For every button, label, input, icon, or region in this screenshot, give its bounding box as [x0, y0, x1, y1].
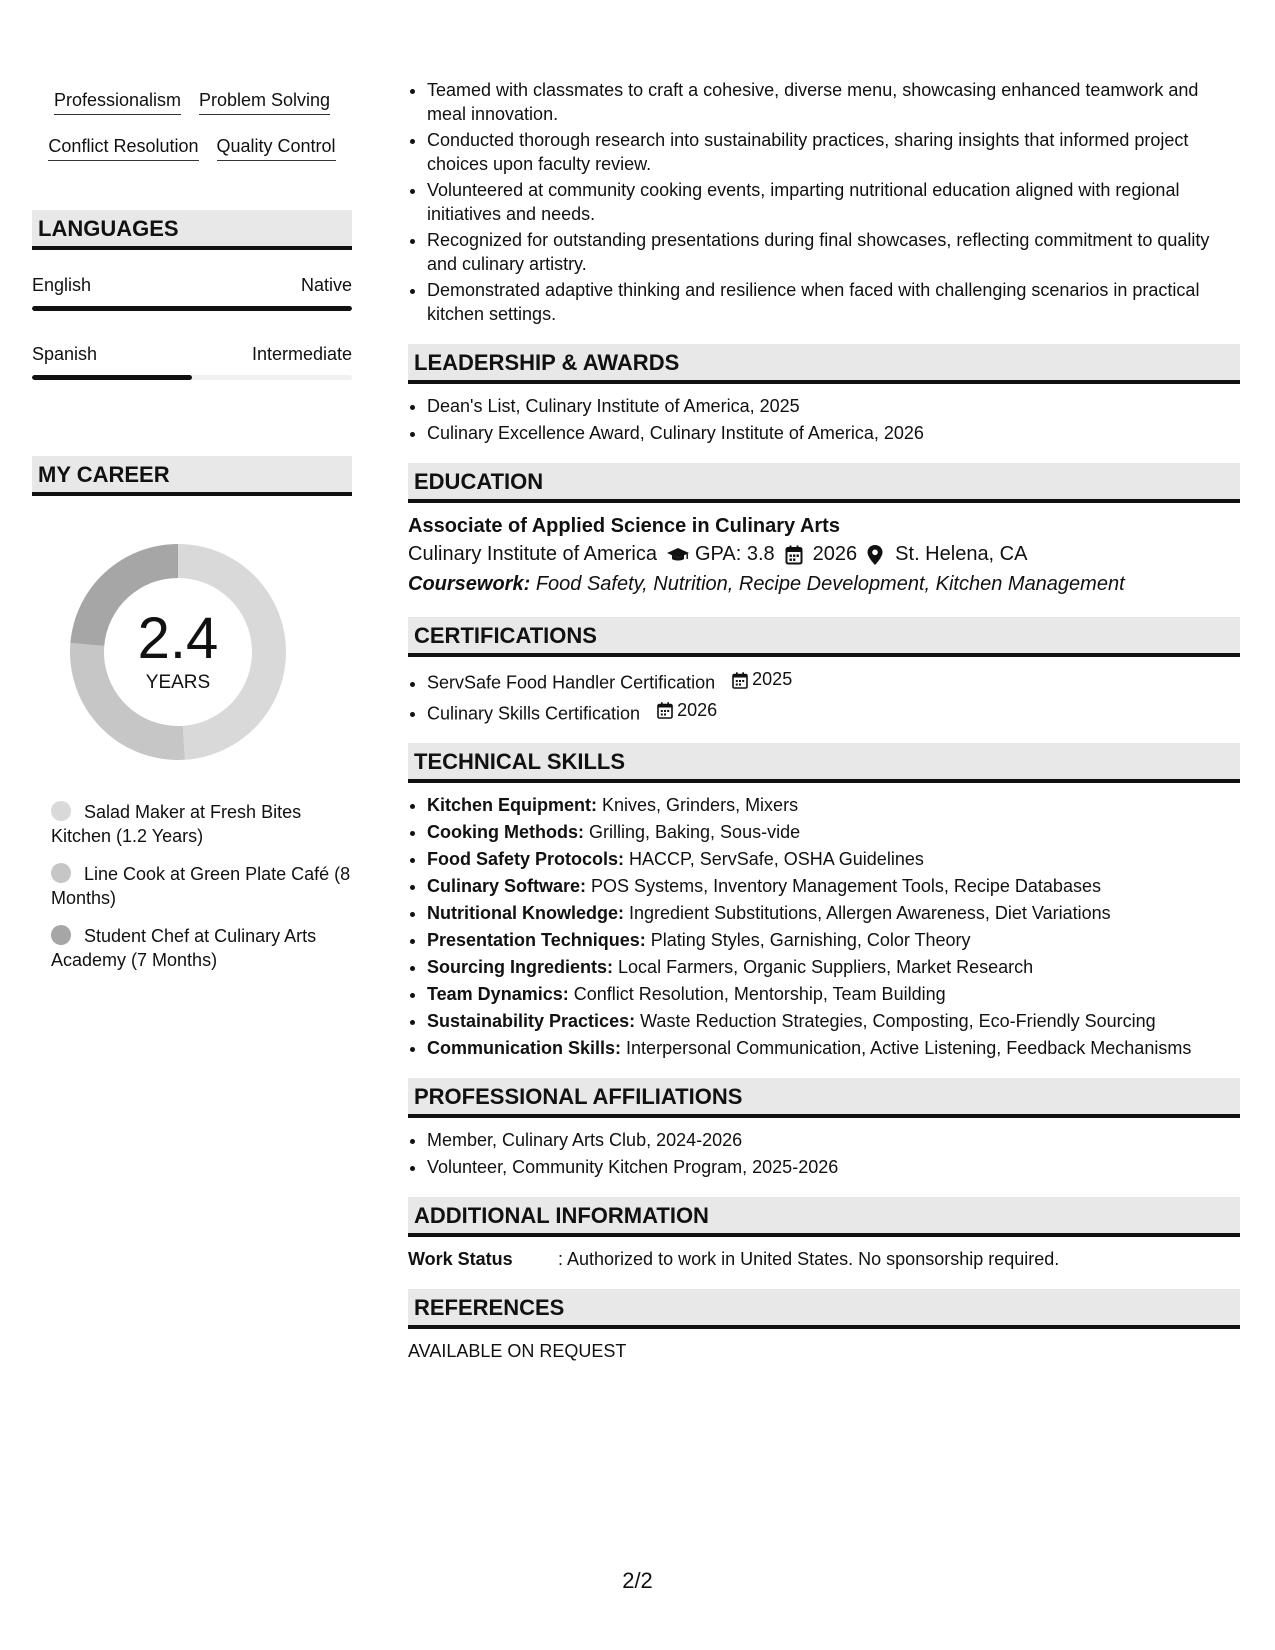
career-unit: YEARS	[145, 672, 211, 693]
tech-skill-label: Cooking Methods:	[427, 822, 584, 842]
tech-skill-value: HACCP, ServSafe, OSHA Guidelines	[629, 849, 924, 869]
technical-skills-list	[408, 793, 1240, 1060]
career-legend-label: Salad Maker at Fresh Bites Kitchen (1.2 Years)	[51, 802, 302, 846]
experience-bullet: • Demonstrated adaptive thinking and resilience when faced with challenging scenarios in practical kitchen settings.	[427, 278, 1240, 326]
tech-skill-value: Ingredient Substitutions, Allergen Awareness, Diet Variations	[629, 903, 1111, 923]
language-level: Intermediate	[251, 344, 352, 364]
career-total: 2.4	[137, 606, 219, 671]
tech-skill-item	[427, 874, 1240, 898]
certifications-list	[408, 667, 1240, 725]
experience-bullet: • Recognized for outstanding presentations during final showcases, reflecting commitment to quality and culinary artistry.	[427, 228, 1240, 276]
additional-info-heading: ADDITIONAL INFORMATION	[408, 1197, 1240, 1237]
tech-skill-value: Plating Styles, Garnishing, Color Theory	[650, 930, 971, 950]
certification-year: 2025	[752, 669, 793, 689]
references-heading: REFERENCES	[408, 1289, 1240, 1329]
tech-skill-label: Nutritional Knowledge:	[427, 903, 624, 923]
career-legend	[51, 800, 351, 986]
tech-skill-value: Conflict Resolution, Mentorship, Team Building	[573, 984, 946, 1004]
leadership-heading: LEADERSHIP & AWARDS	[408, 344, 1240, 384]
coursework-label: Coursework:	[408, 573, 531, 595]
experience-bullet: • Teamed with classmates to craft a cohesive, diverse menu, showcasing enhanced teamwork and meal innovation.	[427, 78, 1240, 126]
languages-heading: LANGUAGES	[32, 210, 352, 250]
proficiency-bar	[32, 306, 352, 311]
tech-skill-item	[427, 820, 1240, 844]
calendar-icon	[732, 671, 748, 688]
education-meta	[408, 539, 1240, 569]
tech-skill-item	[427, 955, 1240, 979]
tech-skill-label: Sustainability Practices:	[427, 1011, 636, 1031]
tech-skill-item	[427, 928, 1240, 952]
skill-tag: Quality Control	[217, 134, 336, 161]
legend-dot	[51, 801, 71, 821]
proficiency-fill	[32, 306, 352, 311]
language-name: Spanish	[32, 344, 98, 364]
skill-tag: Conflict Resolution	[48, 134, 198, 161]
tech-skill-value: POS Systems, Inventory Management Tools, Recipe Databases	[591, 876, 1101, 896]
graduation-cap-icon	[667, 544, 687, 564]
work-status-key: Work Status	[408, 1249, 513, 1269]
experience-bullet: • Volunteered at community cooking events, imparting nutritional education aligned with regional initiatives and needs.	[427, 178, 1240, 226]
certification-item	[427, 667, 1240, 695]
career-donut-chart	[66, 540, 290, 764]
references-text: AVAILABLE ON REQUEST	[408, 1341, 627, 1361]
education-heading: EDUCATION	[408, 463, 1240, 503]
language-item	[32, 343, 352, 380]
tech-skill-label: Presentation Techniques:	[427, 930, 646, 950]
legend-dot	[51, 925, 71, 945]
skill-tag: Professionalism	[54, 88, 181, 115]
education-gpa: GPA: 3.8	[695, 543, 775, 565]
certification-name: ServSafe Food Handler Certification	[427, 672, 716, 693]
career-heading: MY CAREER	[32, 456, 352, 496]
tech-skill-label: Communication Skills:	[427, 1038, 622, 1058]
education-degree: Associate of Applied Science in Culinary Arts	[408, 515, 840, 537]
affiliation-item: • Member, Culinary Arts Club, 2024-2026	[427, 1128, 1240, 1152]
work-status-value: : Authorized to work in United States. No sponsorship required.	[558, 1249, 1060, 1269]
tech-skill-label: Sourcing Ingredients:	[427, 957, 614, 977]
tech-skill-label: Kitchen Equipment:	[427, 795, 597, 815]
leadership-list	[408, 394, 1240, 445]
affiliation-item: • Volunteer, Community Kitchen Program, 2025-2026	[427, 1155, 1240, 1179]
proficiency-bar	[32, 375, 352, 380]
experience-bullets	[408, 78, 1240, 326]
language-item	[32, 274, 352, 311]
tech-skill-item	[427, 793, 1240, 817]
tech-skill-value: Grilling, Baking, Sous-vide	[589, 822, 801, 842]
calendar-icon	[785, 544, 805, 564]
right-column	[408, 78, 1240, 1363]
work-status-row	[408, 1247, 1240, 1271]
tech-skill-value: Local Farmers, Organic Suppliers, Market Research	[618, 957, 1034, 977]
skill-tag: Problem Solving	[199, 88, 330, 115]
page-number: 2/2	[622, 1568, 653, 1593]
award-item: • Culinary Excellence Award, Culinary Institute of America, 2026	[427, 421, 1240, 445]
certification-year: 2026	[677, 699, 718, 720]
legend-dot	[51, 863, 71, 883]
technical-skills-heading: TECHNICAL SKILLS	[408, 743, 1240, 783]
tech-skill-label: Food Safety Protocols:	[427, 849, 625, 869]
career-legend-item	[51, 800, 351, 848]
tech-skill-value: Waste Reduction Strategies, Composting, Eco-Friendly Sourcing	[640, 1011, 1156, 1031]
skills-row	[32, 88, 352, 115]
skills-row	[32, 134, 352, 161]
donut-center	[66, 540, 290, 764]
affiliations-list	[408, 1128, 1240, 1179]
coursework-text: Food Safety, Nutrition, Recipe Development, Kitchen Management	[535, 573, 1125, 595]
career-legend-item	[51, 924, 351, 972]
calendar-icon	[657, 701, 673, 718]
tech-skill-item	[427, 1036, 1240, 1060]
tech-skill-label: Team Dynamics:	[427, 984, 569, 1004]
tech-skill-item	[427, 1009, 1240, 1033]
career-legend-label: Line Cook at Green Plate Café (8 Months)	[51, 864, 351, 908]
proficiency-fill	[32, 375, 192, 380]
education-year: 2026	[812, 543, 858, 565]
affiliations-heading: PROFESSIONAL AFFILIATIONS	[408, 1078, 1240, 1118]
career-legend-item	[51, 862, 351, 910]
certifications-heading: CERTIFICATIONS	[408, 617, 1240, 657]
language-level: Native	[300, 275, 352, 295]
experience-bullet: • Conducted thorough research into sustainability practices, sharing insights that informed project choices upon faculty review.	[427, 128, 1240, 176]
education-location: St. Helena, CA	[895, 543, 1028, 565]
career-legend-label: Student Chef at Culinary Arts Academy (7 Months)	[51, 926, 317, 970]
tech-skill-value: Knives, Grinders, Mixers	[602, 795, 799, 815]
language-name: English	[32, 275, 92, 295]
tech-skill-item	[427, 982, 1240, 1006]
certification-item	[427, 698, 1240, 726]
tech-skill-value: Interpersonal Communication, Active Listening, Feedback Mechanisms	[626, 1038, 1192, 1058]
tech-skill-item	[427, 901, 1240, 925]
tech-skill-label: Culinary Software:	[427, 876, 587, 896]
award-item: • Dean's List, Culinary Institute of America, 2025	[427, 394, 1240, 418]
education-coursework	[408, 569, 1240, 599]
education-school: Culinary Institute of America	[408, 543, 657, 565]
map-pin-icon	[867, 544, 887, 564]
tech-skill-item	[427, 847, 1240, 871]
certification-name: Culinary Skills Certification	[427, 703, 641, 723]
